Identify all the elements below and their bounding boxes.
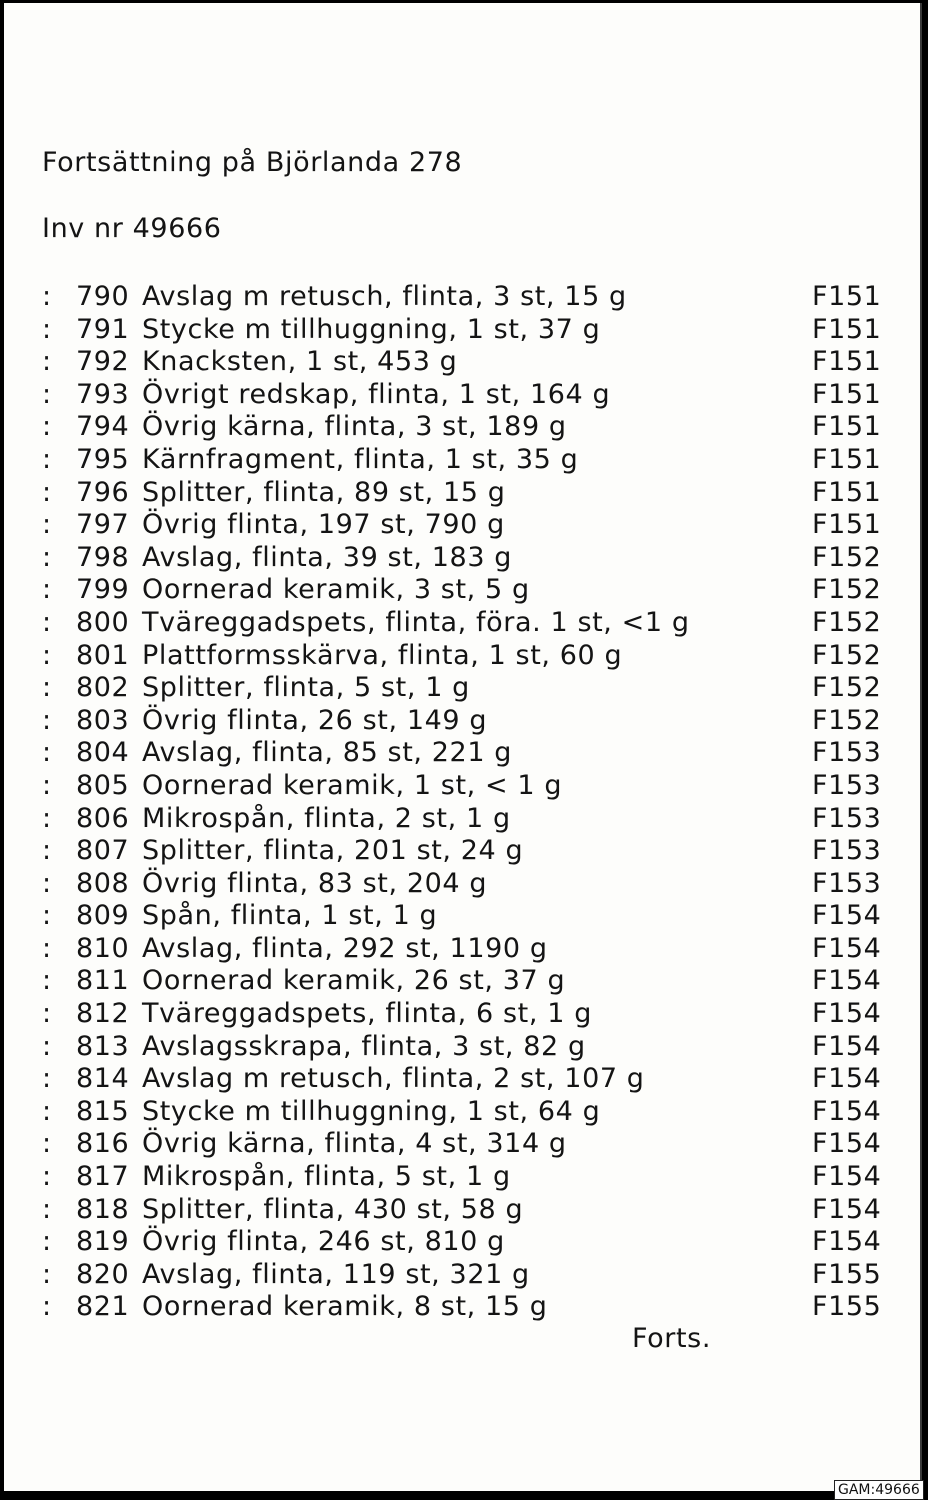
entry-colon: : [42,1258,52,1290]
entry-colon: : [42,541,52,573]
entry-row [42,1259,892,1292]
entry-find-code: F152 [812,639,882,671]
entry-colon: : [42,639,52,671]
entry-find-code: F153 [812,737,882,769]
entry-row [42,444,892,477]
entry-colon: : [42,509,52,541]
entry-find-code: F154 [812,900,882,932]
entry-description: Tväreggadspets, flinta, 6 st, 1 g [142,998,592,1030]
entry-number: 792 [76,346,130,378]
entry-number: 793 [76,378,130,410]
entry-description: Övrig flinta, 83 st, 204 g [142,867,488,899]
entry-row [42,509,892,542]
entry-number: 810 [76,932,130,964]
card-heading: Fortsättning på Björlanda 278 [42,147,463,178]
entry-find-code: F154 [812,965,882,997]
entry-description: Mikrospån, flinta, 5 st, 1 g [142,1161,511,1193]
entry-colon: : [42,802,52,834]
entry-row [42,640,892,673]
entry-description: Plattformsskärva, flinta, 1 st, 60 g [142,639,623,671]
entry-description: Tväreggadspets, flinta, föra. 1 st, <1 g [142,606,690,638]
entry-description: Knacksten, 1 st, 453 g [142,346,458,378]
entry-description: Avslag m retusch, flinta, 3 st, 15 g [142,281,627,312]
entry-number: 794 [76,411,130,443]
entry-number: 814 [76,1063,130,1095]
entry-number: 797 [76,509,130,541]
entry-description: Splitter, flinta, 430 st, 58 g [142,1193,524,1225]
entry-colon: : [42,867,52,899]
entry-colon: : [42,1063,52,1095]
entry-list [42,281,892,1324]
catalog-card [4,3,922,1491]
entry-colon: : [42,835,52,867]
entry-find-code: F153 [812,802,882,834]
entry-description: Övrig flinta, 246 st, 810 g [142,1226,505,1258]
entry-row [42,411,892,444]
entry-colon: : [42,378,52,410]
entry-find-code: F154 [812,1128,882,1160]
entry-find-code: F152 [812,704,882,736]
entry-colon: : [42,606,52,638]
entry-number: 809 [76,900,130,932]
entry-number: 803 [76,704,130,736]
entry-colon: : [42,1128,52,1160]
entry-find-code: F153 [812,835,882,867]
entry-find-code: F152 [812,574,882,606]
entry-find-code: F151 [812,411,882,443]
entry-row [42,281,892,314]
entry-number: 815 [76,1095,130,1127]
entry-row [42,574,892,607]
entry-number: 813 [76,1030,130,1062]
entry-description: Splitter, flinta, 89 st, 15 g [142,476,506,508]
entry-find-code: F155 [812,1258,882,1290]
entry-colon: : [42,704,52,736]
entry-description: Övrig kärna, flinta, 4 st, 314 g [142,1128,567,1160]
entry-description: Övrig flinta, 26 st, 149 g [142,704,488,736]
entry-row [42,1161,892,1194]
entry-row [42,770,892,803]
entry-find-code: F151 [812,443,882,475]
entry-find-code: F154 [812,1161,882,1193]
entry-description: Oornerad keramik, 1 st, < 1 g [142,769,563,801]
entry-description: Kärnfragment, flinta, 1 st, 35 g [142,443,579,475]
entry-description: Avslag, flinta, 119 st, 321 g [142,1258,530,1290]
entry-find-code: F154 [812,1095,882,1127]
entry-colon: : [42,1030,52,1062]
entry-description: Stycke m tillhuggning, 1 st, 37 g [142,313,601,345]
entry-number: 795 [76,443,130,475]
entry-number: 807 [76,835,130,867]
entry-find-code: F152 [812,606,882,638]
entry-colon: : [42,672,52,704]
entry-number: 818 [76,1193,130,1225]
entry-colon: : [42,281,52,312]
entry-description: Spån, flinta, 1 st, 1 g [142,900,438,932]
entry-find-code: F151 [812,509,882,541]
entry-row [42,1291,892,1324]
entry-colon: : [42,1161,52,1193]
entry-number: 817 [76,1161,130,1193]
entry-row [42,965,892,998]
entry-number: 798 [76,541,130,573]
entry-description: Avslag, flinta, 39 st, 183 g [142,541,513,573]
entry-colon: : [42,769,52,801]
entry-row [42,379,892,412]
entry-colon: : [42,476,52,508]
entry-description: Övrig flinta, 197 st, 790 g [142,509,505,541]
entry-colon: : [42,411,52,443]
entry-find-code: F154 [812,932,882,964]
entry-number: 796 [76,476,130,508]
entry-description: Oornerad keramik, 8 st, 15 g [142,1291,548,1323]
entry-find-code: F151 [812,378,882,410]
entry-find-code: F154 [812,1030,882,1062]
entry-row [42,803,892,836]
entry-find-code: F151 [812,313,882,345]
entry-number: 820 [76,1258,130,1290]
entry-colon: : [42,1193,52,1225]
entry-number: 806 [76,802,130,834]
entry-row [42,1031,892,1064]
entry-number: 819 [76,1226,130,1258]
entry-find-code: F154 [812,1063,882,1095]
entry-description: Avslag, flinta, 292 st, 1190 g [142,932,548,964]
entry-number: 804 [76,737,130,769]
entry-find-code: F151 [812,281,882,312]
entry-description: Övrig kärna, flinta, 3 st, 189 g [142,411,567,443]
entry-number: 808 [76,867,130,899]
entry-colon: : [42,1291,52,1323]
entry-colon: : [42,1226,52,1258]
entry-row [42,868,892,901]
entry-description: Avslag m retusch, flinta, 2 st, 107 g [142,1063,645,1095]
entry-row [42,900,892,933]
entry-row [42,672,892,705]
entry-number: 811 [76,965,130,997]
entry-colon: : [42,737,52,769]
entry-find-code: F154 [812,1193,882,1225]
entry-row [42,1194,892,1227]
entry-row [42,1128,892,1161]
entry-find-code: F152 [812,541,882,573]
entry-row [42,1226,892,1259]
entry-row [42,933,892,966]
entry-description: Mikrospån, flinta, 2 st, 1 g [142,802,511,834]
entry-description: Oornerad keramik, 3 st, 5 g [142,574,530,606]
entry-row [42,314,892,347]
entry-find-code: F154 [812,1226,882,1258]
entry-number: 805 [76,769,130,801]
entry-description: Övrigt redskap, flinta, 1 st, 164 g [142,378,611,410]
entry-find-code: F151 [812,346,882,378]
entry-row [42,737,892,770]
archive-stamp: GAM:49666 [834,1480,924,1500]
entry-number: 800 [76,606,130,638]
entry-colon: : [42,1095,52,1127]
entry-row [42,1063,892,1096]
entry-row [42,835,892,868]
entry-row [42,607,892,640]
entry-row [42,998,892,1031]
entry-find-code: F153 [812,769,882,801]
entry-number: 802 [76,672,130,704]
entry-find-code: F155 [812,1291,882,1323]
entry-colon: : [42,998,52,1030]
entry-row [42,346,892,379]
entry-colon: : [42,574,52,606]
entry-row [42,477,892,510]
entry-colon: : [42,932,52,964]
inventory-number: Inv nr 49666 [42,213,222,244]
entry-row [42,542,892,575]
entry-number: 801 [76,639,130,671]
entry-description: Avslag, flinta, 85 st, 221 g [142,737,513,769]
entry-find-code: F152 [812,672,882,704]
continuation-note: Forts. [632,1323,712,1354]
entry-description: Splitter, flinta, 5 st, 1 g [142,672,470,704]
entry-description: Splitter, flinta, 201 st, 24 g [142,835,524,867]
entry-colon: : [42,900,52,932]
entry-number: 791 [76,313,130,345]
entry-description: Stycke m tillhuggning, 1 st, 64 g [142,1095,601,1127]
entry-number: 821 [76,1291,130,1323]
entry-row [42,705,892,738]
entry-number: 799 [76,574,130,606]
entry-number: 812 [76,998,130,1030]
entry-description: Avslagsskrapa, flinta, 3 st, 82 g [142,1030,586,1062]
entry-find-code: F153 [812,867,882,899]
entry-description: Oornerad keramik, 26 st, 37 g [142,965,566,997]
entry-colon: : [42,965,52,997]
entry-find-code: F151 [812,476,882,508]
entry-find-code: F154 [812,998,882,1030]
entry-number: 816 [76,1128,130,1160]
entry-colon: : [42,313,52,345]
entry-colon: : [42,346,52,378]
entry-row [42,1096,892,1129]
entry-number: 790 [76,281,130,312]
entry-colon: : [42,443,52,475]
